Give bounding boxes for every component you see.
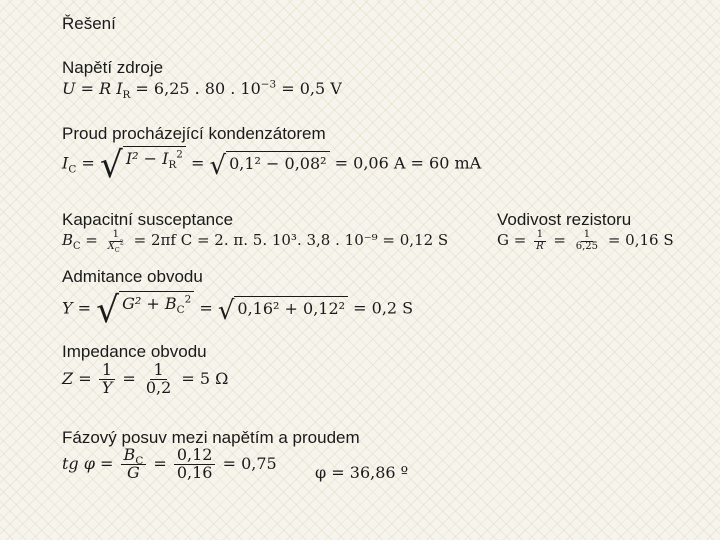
current-rhs: = 0,06 A = 60 mA [334,153,482,173]
phase-heading: Fázový posuv mezi napětím a proudem [62,428,360,447]
current-heading: Proud procházející kondenzátorem [62,124,326,143]
phase-mid: = 0,75 [222,453,277,473]
susceptance-fraction: $\frac{1}{X_C^2}$ [107,229,124,254]
voltage-exp: −3 [260,78,277,91]
admittance-heading: Admitance obvodu [62,267,203,286]
voltage-formula [62,78,342,102]
voltage-lhs: U = R I [62,79,123,98]
phase-formula: tg φ = $\frac{B_C}{G}$ = $\frac{0,12}{0,16}$ = 0,75 [62,445,277,482]
current-lhs: I [62,153,69,173]
current-root-symbolic: √ $I^2 - I_R^2$ [100,146,186,182]
voltage-heading: Napětí zdroje [62,58,164,77]
admittance-root-symbolic: √ $G^2 + B_C^2$ [96,291,194,327]
susceptance-heading: Kapacitní susceptance [62,210,234,229]
impedance-rhs: = 5 Ω [181,368,229,388]
current-lhs-sub: C [68,163,77,176]
current-root-numeric: √ 0,1² − 0,08² [210,151,330,177]
admittance-root-numeric: √ 0,16² + 0,12² [218,296,348,322]
admittance-rhs: = 0,2 S [353,298,414,318]
conductance-heading: Vodivost rezistoru [497,210,632,229]
page-title: Řešení [62,14,116,33]
impedance-heading: Impedance obvodu [62,342,207,361]
conductance-rhs: = 0,16 S [607,231,674,249]
conductance-formula: G = $\frac{1}{R}$ = $\frac{1}{6,25}$ = 0,16 S [497,229,674,252]
current-formula: $I_C$ = √ $I^2 - I_R^2$ = √ 0,1² − 0,08² = 0,06 A = 60 mA [62,145,482,186]
susceptance-formula: $B_C$ = $\frac{1}{X_C^2}$ = 2πf C = 2. π. 5. 10³. 3,8 . 10⁻⁹ = 0,12 S [62,229,449,254]
impedance-formula: Z = $\frac{1}{Y}$ = $\frac{1}{0,2}$ = 5 Ω [62,360,229,397]
voltage-lhs-sub: R [122,89,131,102]
voltage-mid: = 6,25 . 80 . 10 [130,79,261,98]
voltage-rhs: = 0,5 V [276,79,342,98]
admittance-formula: Y = √ $G^2 + B_C^2$ = √ 0,16² + 0,12² = 0,2 S [62,290,414,331]
susceptance-rhs: = 2πf C = 2. π. 5. 10³. 3,8 . 10⁻⁹ = 0,12 S [133,231,449,249]
phase-angle: φ = 36,86 º [315,463,409,482]
